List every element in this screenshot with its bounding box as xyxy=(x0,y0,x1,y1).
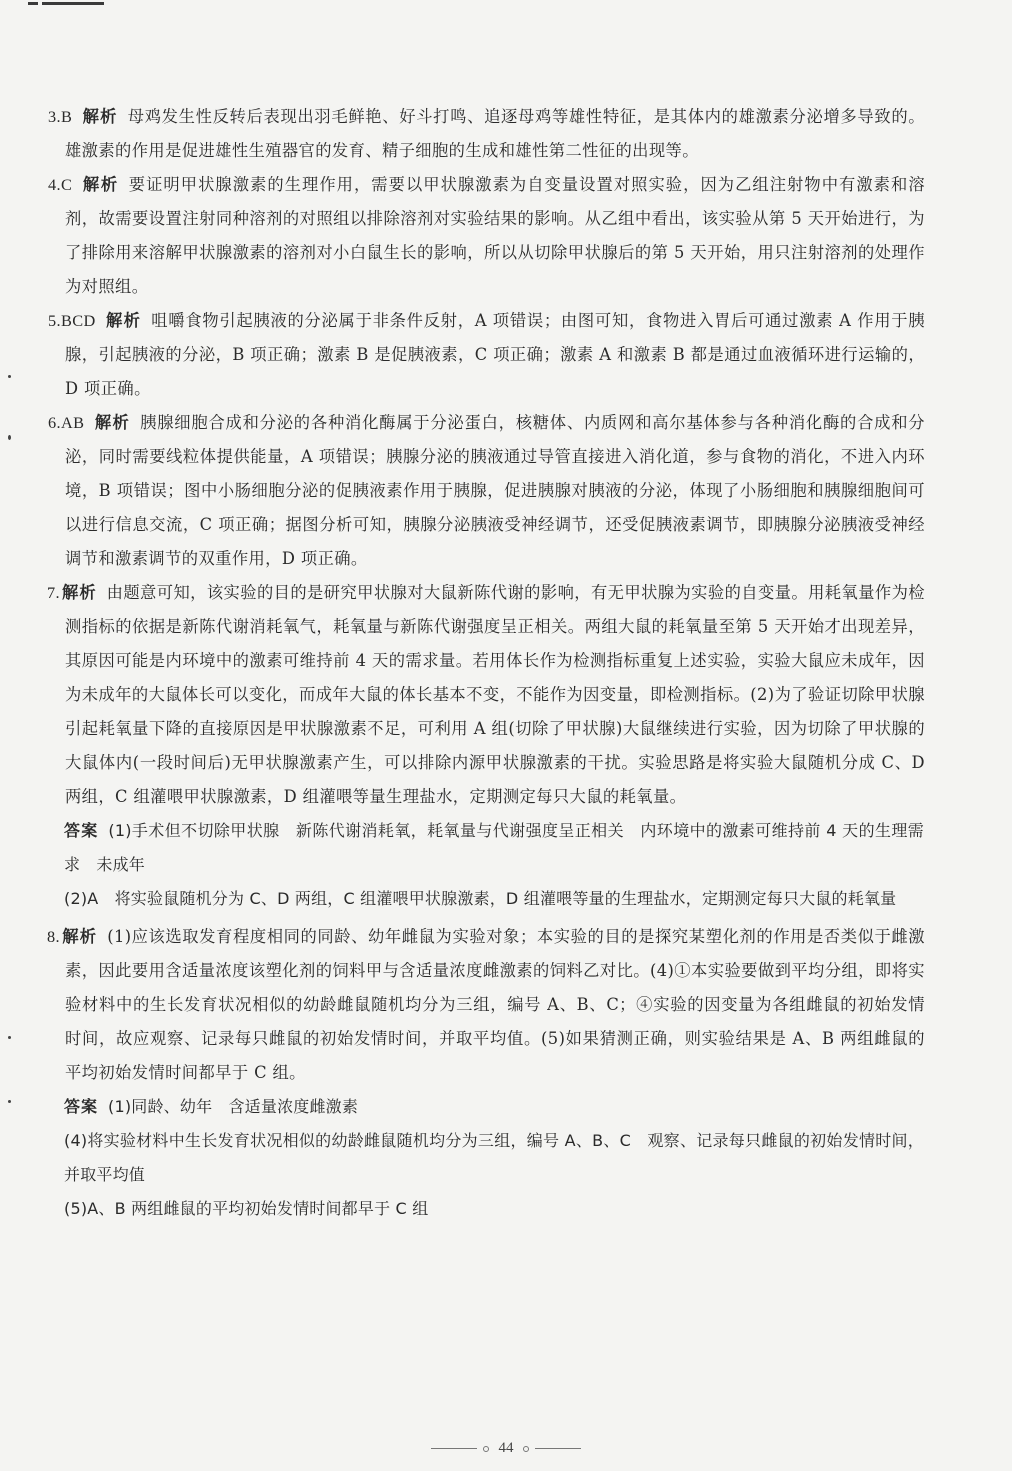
page-footer xyxy=(0,1440,1012,1457)
question-number: 7. xyxy=(47,583,61,602)
analysis-tag: 解析 xyxy=(82,107,118,126)
analysis-tag: 解析 xyxy=(62,927,98,946)
answer-text: (2)A 将实验鼠随机分为 C、D 两组，C 组灌喂甲状腺激素，D 组灌喂等量的生理盐水，定期测定每只大鼠的耗氧量 xyxy=(64,889,897,908)
footer-rule-left xyxy=(431,1448,477,1449)
analysis-text: 由题意可知，该实验的目的是研究甲状腺对大鼠新陈代谢的影响，有无甲状腺为实验的自变量。用耗氧量作为检测指标的依据是新陈代谢消耗氧气，耗氧量与新陈代谢强度呈正相关。两组大鼠的耗氧量至第 5 天开始才出现差异，其原因可能是内环境中的激素可维持前 4 天的需求量。若用体长作为检测指标重复上述实验，实验大鼠应未成年，因为未成年的大鼠体长可以变化，而成年大鼠的体长基本不变，不能作为因变量，即检测指标。(2)为了验证切除甲状腺引起耗氧量下降的直接原因是甲状腺激素不足，可利用 A 组(切除了甲状腺)大鼠继续进行实验，因为切除了甲状腺的大鼠体内(一段时间后)无甲状腺激素产生，可以排除内源甲状腺激素的干扰。实验思路是将实验大鼠随机分成 C、D 两组，C 组灌喂甲状腺激素，D 组灌喂等量生理盐水，定期测定每只大鼠的耗氧量。 xyxy=(65,583,925,806)
question-number: 4.C xyxy=(48,175,73,194)
question-number: 3.B xyxy=(48,107,73,126)
analysis-tag: 解析 xyxy=(62,583,97,602)
header-mark xyxy=(28,0,104,7)
question-number: 5.BCD xyxy=(48,311,96,330)
answer-text: (1)手术但不切除甲状腺 新陈代谢消耗氧，耗氧量与代谢强度呈正相关 内环境中的激素可维持前 4 天的生理需求 未成年 xyxy=(64,821,924,874)
analysis-tag: 解析 xyxy=(105,311,142,330)
answer-8-key-2 xyxy=(0,1124,924,1192)
answer-7-key-1 xyxy=(0,814,924,882)
analysis-text: 咀嚼食物引起胰液的分泌属于非条件反射，A 项错误；由图可知，食物进入胃后可通过激素 A 作用于胰腺，引起胰液的分泌，B 项正确；激素 B 是促胰液素，C 项正确；激素 A 和激素 B 都是通过血液循环进行运输的，D 项正确。 xyxy=(65,311,925,398)
analysis-tag: 解析 xyxy=(82,175,119,194)
answer-text: (5)A、B 两组雌鼠的平均初始发情时间都早于 C 组 xyxy=(64,1199,429,1218)
analysis-text: 母鸡发生性反转后表现出羽毛鲜艳、好斗打鸣、追逐母鸡等雄性特征，是其体内的雄激素分泌增多导致的。雄激素的作用是促进雄性生殖器官的发育、精子细胞的生成和雄性第二性征的出现等。 xyxy=(65,107,925,160)
question-number: 8. xyxy=(47,927,61,946)
answer-8-key-3 xyxy=(0,1192,924,1226)
answer-6 xyxy=(0,406,925,576)
footer-rule-right xyxy=(535,1448,581,1449)
answer-8-key-1 xyxy=(0,1090,924,1124)
footer-dot-left xyxy=(483,1446,489,1452)
analysis-tag: 解析 xyxy=(94,413,131,432)
answer-tag: 答案 xyxy=(64,1097,99,1116)
footer-dot-right xyxy=(523,1446,529,1452)
answer-7-key-2 xyxy=(0,882,924,916)
page-number: 44 xyxy=(498,1440,514,1456)
analysis-text: 胰腺细胞合成和分泌的各种消化酶属于分泌蛋白，核糖体、内质网和高尔基体参与各种消化酶的合成和分泌，同时需要线粒体提供能量，A 项错误；胰腺分泌的胰液通过导管直接进入消化道，参与食物的消化，不进入内环境，B 项错误；图中小肠细胞分泌的促胰液素作用于胰腺，促进胰腺对胰液的分泌，体现了小肠细胞和胰腺细胞间可以进行信息交流，C 项正确；据图分析可知，胰腺分泌胰液受神经调节，还受促胰液素调节，即胰腺分泌胰液受神经调节和激素调节的双重作用，D 项正确。 xyxy=(65,413,925,568)
answer-text: (1)同龄、幼年 含适量浓度雌激素 xyxy=(108,1097,359,1116)
question-number: 6.AB xyxy=(48,413,85,432)
answer-tag: 答案 xyxy=(64,821,99,840)
answer-7 xyxy=(0,576,925,814)
answer-8 xyxy=(0,920,925,1090)
answer-text: (4)将实验材料中生长发育状况相似的幼龄雌鼠随机均分为三组，编号 A、B、C 观察、记录每只雌鼠的初始发情时间，并取平均值 xyxy=(64,1131,924,1184)
answer-page xyxy=(0,100,1012,1226)
answer-5 xyxy=(0,304,925,406)
answer-4 xyxy=(0,168,925,304)
analysis-text: (1)应该选取发育程度相同的同龄、幼年雌鼠为实验对象；本实验的目的是探究某塑化剂的作用是否类似于雌激素，因此要用含适量浓度该塑化剂的饲料甲与含适量浓度雌激素的饲料乙对比。(4)①本实验要做到平均分组，即将实验材料中的生长发育状况相似的幼龄雌鼠随机均分为三组，编号 A、B、C；④实验的因变量为各组雌鼠的初始发情时间，故应观察、记录每只雌鼠的初始发情时间，并取平均值。(5)如果猜测正确，则实验结果是 A、B 两组雌鼠的平均初始发情时间都早于 C 组。 xyxy=(65,927,925,1082)
answer-3 xyxy=(0,100,925,168)
analysis-text: 要证明甲状腺激素的生理作用，需要以甲状腺激素为自变量设置对照实验，因为乙组注射物中有激素和溶剂，故需要设置注射同种溶剂的对照组以排除溶剂对实验结果的影响。从乙组中看出，该实验从第 5 天开始进行，为了排除用来溶解甲状腺激素的溶剂对小白鼠生长的影响，所以从切除甲状腺后的第 5 天开始，用只注射溶剂的处理作为对照组。 xyxy=(65,175,925,296)
